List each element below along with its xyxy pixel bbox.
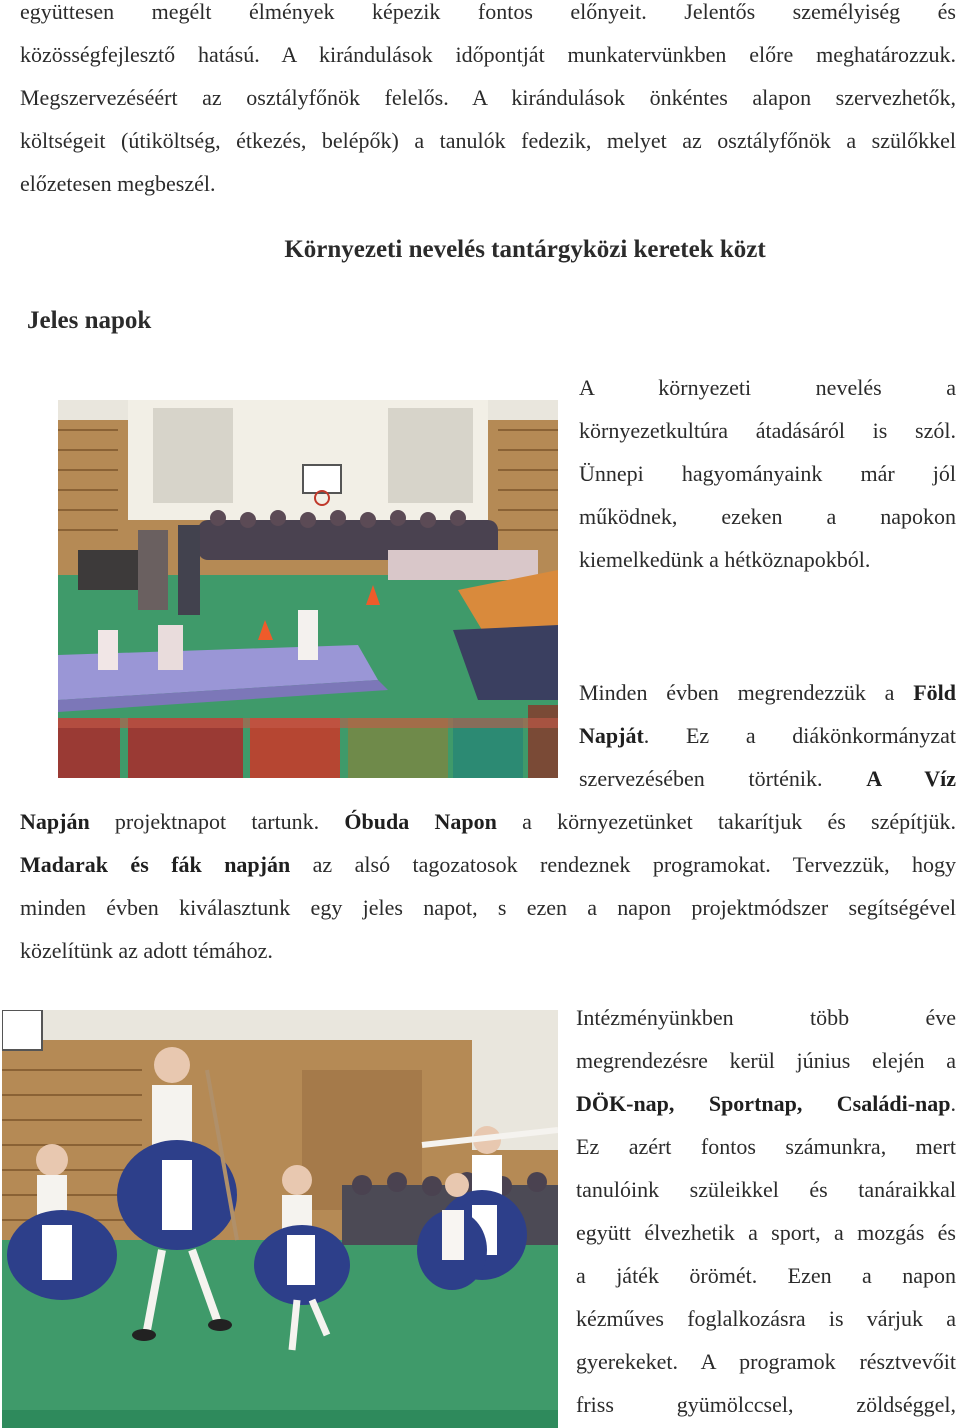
side3-line-10: friss gyümölccsel, zöldséggel,	[576, 1392, 956, 1417]
dok-nap-bold: DÖK-nap, Sportnap, Családi-nap	[576, 1091, 951, 1116]
side3-line-6: együtt élvezhetik a sport, a mozgás és	[576, 1220, 956, 1245]
intro-line-1: együttesen megélt élmények képezik fontos előnyeit. Jelentős személyiség és	[20, 0, 956, 24]
side2-line-2: Napját. Ez a diákönkormányzat	[579, 723, 956, 748]
side3-line-2: megrendezésre kerül június elején a	[576, 1048, 956, 1073]
side-paragraph-2	[579, 671, 956, 800]
full1-line-4: közelítünk az adott témához.	[20, 938, 273, 963]
side1-line-5: kiemelkedünk a hétköznapokból.	[579, 547, 871, 572]
intro-line-2: közösségfejlesztő hatású. A kirándulások időpontját munkatervünkben előre meghatározzuk.	[20, 42, 956, 67]
folk-dance-photo-icon	[2, 1010, 558, 1428]
side2-line-1: Minden évben megrendezzük a Föld	[579, 680, 956, 705]
side-paragraph-3	[576, 996, 956, 1426]
section-title: Környezeti nevelés tantárgyközi keretek közt	[284, 236, 766, 263]
intro-line-5: előzetesen megbeszél.	[20, 171, 216, 196]
side2-line-3: szervezésében történik. A Víz	[579, 766, 956, 791]
full1-line-1: Napján projektnapot tartunk. Óbuda Napon a környezetünket takarítjuk és szépítjük.	[20, 809, 956, 834]
side3-line-1: Intézményünkben több éve	[576, 1005, 956, 1030]
fold-napjat-bold-1: Föld	[913, 680, 956, 705]
subsection-title: Jeles napok	[27, 307, 152, 334]
fold-napjat-bold-2: Napját	[579, 723, 644, 748]
side1-line-2: környezetkultúra átadásáról is szól.	[579, 418, 956, 443]
side3-line-9: gyerekeket. A programok résztvevőit	[576, 1349, 956, 1374]
side1-line-3: Ünnepi hagyományaink már jól	[579, 461, 956, 486]
side1-line-1: A környezeti nevelés a	[579, 375, 956, 400]
gym-photo-icon	[58, 400, 558, 778]
viz-napjan-bold-1: A Víz	[866, 766, 956, 791]
side3-line-5: tanulóink szüleikkel és tanáraikkal	[576, 1177, 956, 1202]
obuda-napon-bold: Óbuda Napon	[344, 809, 497, 834]
side3-line-8: kézműves foglalkozásra is várjuk a	[576, 1306, 956, 1331]
madarak-fak-bold: Madarak és fák napján	[20, 852, 291, 877]
intro-paragraph	[20, 0, 956, 205]
intro-line-3: Megszervezéséért az osztályfőnök felelős. A kirándulások önkéntes alapon szervezhetők,	[20, 85, 956, 110]
intro-line-4: költségeit (útiköltség, étkezés, belépők) a tanulók fedezik, melyet az osztályfőnök a szülőkkel	[20, 128, 956, 153]
side3-line-7: a játék örömét. Ezen a napon	[576, 1263, 956, 1288]
full-paragraph-1	[20, 800, 956, 972]
side3-line-4: Ez azért fontos számunkra, mert	[576, 1134, 956, 1159]
viz-napjan-bold-2: Napján	[20, 809, 90, 834]
side1-line-4: működnek, ezeken a napokon	[579, 504, 956, 529]
side-paragraph-1	[579, 366, 956, 581]
full1-line-3: minden évben kiválasztunk egy jeles napot, s ezen a napon projektmódszer segítségével	[20, 895, 956, 920]
full1-line-2: Madarak és fák napján az alsó tagozatosok rendeznek programokat. Tervezzük, hogy	[20, 852, 956, 877]
side3-line-3: DÖK-nap, Sportnap, Családi-nap.	[576, 1091, 956, 1116]
